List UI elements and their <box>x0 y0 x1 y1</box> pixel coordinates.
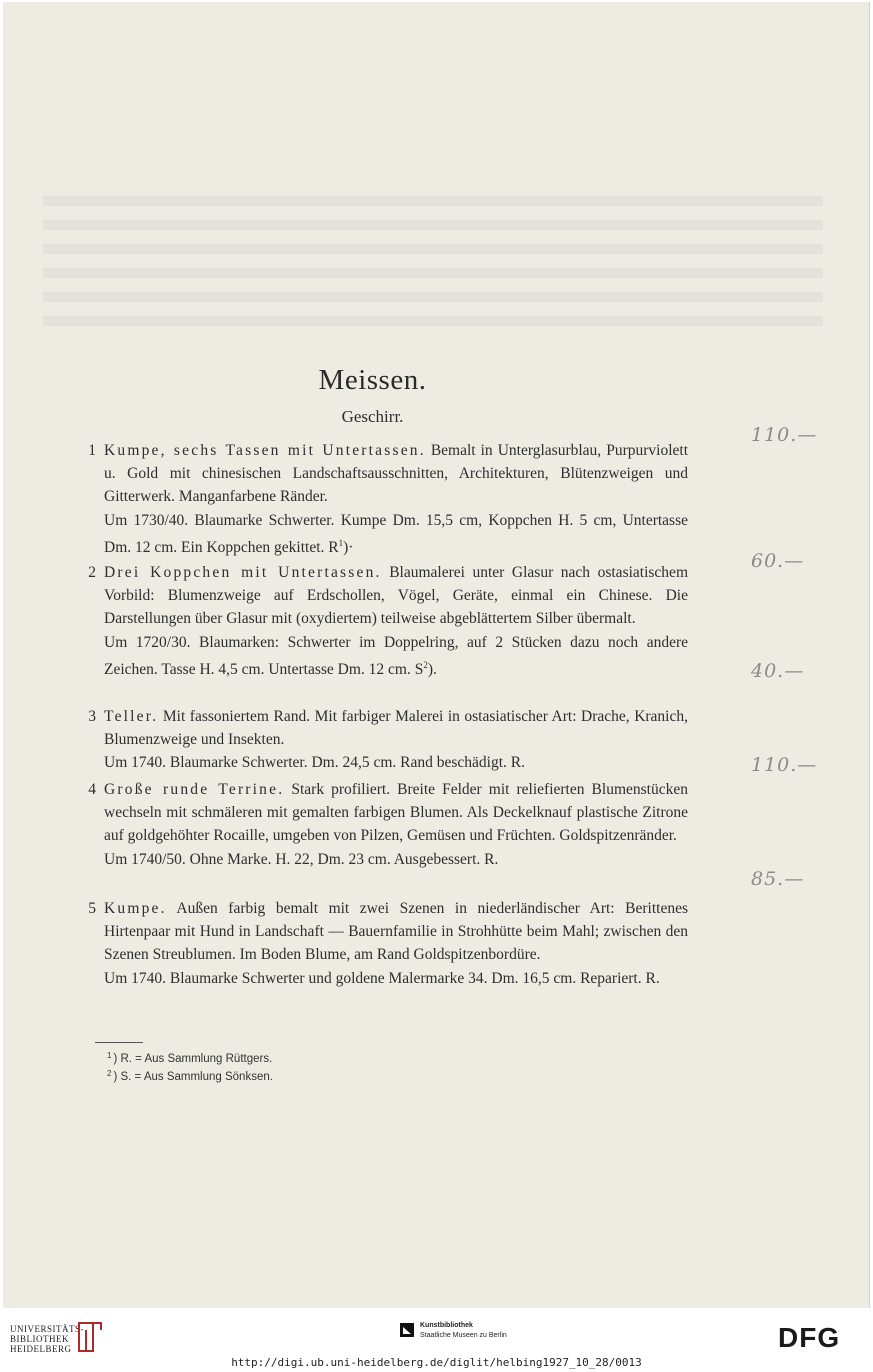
entry-number: 4 <box>88 781 96 798</box>
dfg-logo: DFG <box>778 1322 841 1353</box>
document-page <box>3 2 870 1308</box>
entry-description <box>104 561 688 631</box>
footnote-1: $^1$ ) R. = Aus Sammlung Rüttgers. <box>107 1051 273 1065</box>
catalog-entry-2 <box>78 561 688 681</box>
entry-description <box>104 778 688 848</box>
entry-heading: Drei Koppchen mit Untertassen. <box>104 564 382 581</box>
university-seal-icon <box>76 1320 104 1354</box>
handwritten-price-4: 110.— <box>751 754 818 776</box>
entry-meta: Um 1720/30. Blaumarken: Schwerter im Doppelring, auf 2 Stücken dazu noch andere Zeichen. Tasse H. 4,5 cm. Untertasse Dm. 12 cm. $S^2$). <box>104 633 688 678</box>
footer-bar <box>0 1310 873 1372</box>
entry-number: 1 <box>88 442 96 459</box>
entry-text: Stark profiliert. Breite Felder mit reliefierten Blumenstücken wechseln mit schmäleren mit gemalten farbigen Blumen. Als Deckelknauf plastische Zitrone auf goldgehöhter Rocaille, umgeben von Pilzen, Gemüsen und Früchten. Goldspitzenränder. <box>104 781 688 845</box>
catalog-entry-5 <box>78 897 688 990</box>
footnote-2: $^2$ ) S. = Aus Sammlung Sönksen. <box>107 1069 273 1083</box>
catalog-entry-3 <box>78 705 688 775</box>
entry-meta: Um 1740/50. Ohne Marke. H. 22, Dm. 23 cm. Ausgebessert. R. <box>104 850 499 868</box>
handwritten-price-2: 60.— <box>751 550 805 572</box>
footnote-divider <box>95 1042 143 1043</box>
page-title: Meissen. <box>318 364 427 396</box>
entry-text: Mit fassoniertem Rand. Mit farbiger Malerei in ostasiatischer Art: Drache, Kranich, Blumenzweige und Insekten. <box>104 708 688 749</box>
permalink-url[interactable]: http://digi.ub.uni-heidelberg.de/diglit/helbing1927_10_28/0013 <box>231 1356 642 1369</box>
kunstbibliothek-label: Kunstbibliothek Staatliche Museen zu Berlin <box>420 1322 507 1339</box>
entry-heading: Kumpe, sechs Tassen mit Untertassen. <box>104 442 426 459</box>
entry-description <box>104 705 688 751</box>
entry-meta: Um 1740. Blaumarke Schwerter. Dm. 24,5 cm. Rand beschädigt. R. <box>104 754 526 772</box>
entry-heading: Große runde Terrine. <box>104 781 285 798</box>
entry-number: 3 <box>88 708 96 725</box>
catalog-entry-4 <box>78 778 688 871</box>
entry-text: Blaumalerei unter Glasur nach ostasiatischem Vorbild: Blumenzweige auf Erdschollen, Vögel, Geräte, einmal ein Chinese. Die Darstellungen über Glasur mit (oxydiertem) teilweise abgeblättertem Silber übermalt. <box>104 564 688 628</box>
university-logo-text: UNIVERSITÄTS- BIBLIOTHEK HEIDELBERG <box>10 1324 84 1354</box>
handwritten-price-5: 85.— <box>751 868 805 890</box>
page-subtitle: Geschirr. <box>341 407 404 426</box>
entry-number: 2 <box>88 564 96 581</box>
entry-description <box>104 439 688 509</box>
handwritten-price-1: 110.— <box>751 424 818 446</box>
entry-heading: Kumpe. <box>104 900 167 917</box>
entry-description <box>104 897 688 967</box>
entry-number: 5 <box>88 900 96 917</box>
entry-text: Bemalt in Unterglasurblau, Purpurviolett u. Gold mit chinesischen Landschaftsausschnitten, Architekturen, Blütenzweigen und Gitterwerk. Manganfarbene Ränder. <box>104 442 688 506</box>
entry-meta: Um 1740. Blaumarke Schwerter und goldene Malermarke 34. Dm. 16,5 cm. Repariert. R. <box>104 969 660 987</box>
entry-meta: Um 1730/40. Blaumarke Schwerter. Kumpe Dm. 15,5 cm, Koppchen H. 5 cm, Untertasse Dm. 12 cm. Ein Koppchen gekittet. $R^1)\cdot$ <box>104 511 688 556</box>
entry-text: Außen farbig bemalt mit zwei Szenen in niederländischer Art: Berittenes Hirtenpaar mit Hund in Landschaft — Bauernfamilie in Strohhütte beim Mahl; zwischen den Szenen Streublumen. Im Boden Blume, am Rand Goldspitzenbordüre. <box>104 900 688 964</box>
handwritten-price-3: 40.— <box>751 660 805 682</box>
entry-heading: Teller. <box>104 708 159 725</box>
kunstbibliothek-logo-icon <box>400 1323 414 1337</box>
bleed-through-text <box>43 182 823 352</box>
catalog-entry-1 <box>78 439 688 559</box>
